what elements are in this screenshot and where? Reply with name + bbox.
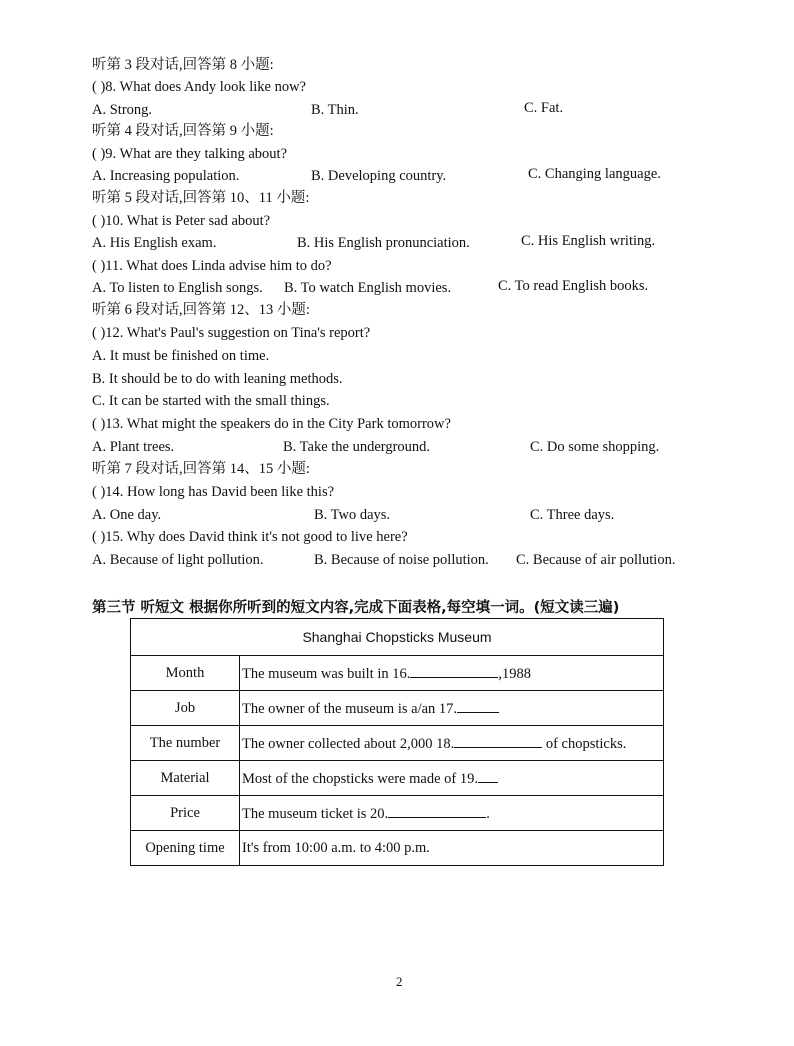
row-label-number: The number bbox=[131, 726, 240, 761]
section-3-instructions: 第三节 听短文 根据你所听到的短文内容,完成下面表格,每空填一词。(短文读三遍) bbox=[92, 600, 620, 616]
row-content-month bbox=[240, 656, 664, 691]
q14-option-a: A. One day. bbox=[92, 507, 162, 523]
q12-option-b: B. It should be to do with leaning methods. bbox=[92, 371, 343, 387]
q9-option-a: A. Increasing population. bbox=[92, 168, 240, 184]
answer-blank-19[interactable] bbox=[478, 769, 498, 783]
q8-option-c: C. Fat. bbox=[524, 100, 564, 116]
table-title-row bbox=[131, 619, 664, 656]
question-13: ( )13. What might the speakers do in the City Park tomorrow? bbox=[92, 416, 451, 432]
answer-blank-17[interactable] bbox=[457, 699, 499, 713]
q12-option-c: C. It can be started with the small things. bbox=[92, 393, 330, 409]
row-text-post: of chopsticks. bbox=[542, 735, 627, 752]
q8-option-b: B. Thin. bbox=[311, 102, 359, 118]
question-9: ( )9. What are they talking about? bbox=[92, 146, 288, 162]
table-title: Shanghai Chopsticks Museum bbox=[131, 619, 664, 656]
table-row bbox=[131, 726, 664, 761]
table-row bbox=[131, 831, 664, 866]
q10-option-a: A. His English exam. bbox=[92, 235, 217, 251]
heading-dialogue-3: 听第 3 段对话,回答第 8 小题: bbox=[92, 57, 274, 73]
page-number: 2 bbox=[396, 974, 403, 989]
question-14: ( )14. How long has David been like this? bbox=[92, 484, 335, 500]
row-label-month: Month bbox=[131, 656, 240, 691]
row-text: The museum ticket is 20. bbox=[242, 805, 389, 822]
row-text: The owner collected about 2,000 18. bbox=[242, 735, 455, 752]
q10-option-b: B. His English pronunciation. bbox=[297, 235, 470, 251]
question-8: ( )8. What does Andy look like now? bbox=[92, 79, 306, 95]
row-text: The owner of the museum is a/an 17. bbox=[242, 700, 458, 717]
row-label-opening-time: Opening time bbox=[131, 831, 240, 866]
q14-option-b: B. Two days. bbox=[314, 507, 391, 523]
q15-option-c: C. Because of air pollution. bbox=[516, 552, 676, 568]
q13-option-b: B. Take the underground. bbox=[283, 439, 431, 455]
q15-option-a: A. Because of light pollution. bbox=[92, 552, 264, 568]
museum-table bbox=[130, 618, 664, 866]
row-content-number bbox=[240, 726, 664, 761]
question-15: ( )15. Why does David think it's not good to live here? bbox=[92, 529, 408, 545]
table-row bbox=[131, 796, 664, 831]
q14-option-c: C. Three days. bbox=[530, 507, 615, 523]
q12-option-a: A. It must be finished on time. bbox=[92, 348, 270, 364]
answer-blank-18[interactable] bbox=[454, 734, 542, 748]
question-11: ( )11. What does Linda advise him to do? bbox=[92, 258, 332, 274]
q13-option-c: C. Do some shopping. bbox=[530, 439, 660, 455]
row-content-price bbox=[240, 796, 664, 831]
question-12: ( )12. What's Paul's suggestion on Tina's report? bbox=[92, 325, 371, 341]
heading-dialogue-6: 听第 6 段对话,回答第 12、13 小题: bbox=[92, 302, 310, 318]
q9-option-b: B. Developing country. bbox=[311, 168, 447, 184]
row-content-job bbox=[240, 691, 664, 726]
q11-option-c: C. To read English books. bbox=[498, 278, 649, 294]
q11-option-a: A. To listen to English songs. bbox=[92, 280, 263, 296]
row-text: Most of the chopsticks were made of 19. bbox=[242, 770, 478, 787]
q13-option-a: A. Plant trees. bbox=[92, 439, 175, 455]
q9-option-c: C. Changing language. bbox=[528, 166, 661, 182]
q15-option-b: B. Because of noise pollution. bbox=[314, 552, 489, 568]
row-content-opening-time: It's from 10:00 a.m. to 4:00 p.m. bbox=[240, 831, 664, 866]
answer-blank-20[interactable] bbox=[388, 804, 486, 818]
heading-dialogue-7: 听第 7 段对话,回答第 14、15 小题: bbox=[92, 461, 310, 477]
row-label-job: Job bbox=[131, 691, 240, 726]
row-label-material: Material bbox=[131, 761, 240, 796]
table-row bbox=[131, 656, 664, 691]
row-label-price: Price bbox=[131, 796, 240, 831]
answer-blank-16[interactable] bbox=[410, 664, 498, 678]
row-text: The museum was built in 16. bbox=[242, 665, 411, 682]
row-text-post: . bbox=[486, 805, 490, 822]
q8-option-a: A. Strong. bbox=[92, 102, 153, 118]
q10-option-c: C. His English writing. bbox=[521, 233, 656, 249]
table-row bbox=[131, 691, 664, 726]
heading-dialogue-4: 听第 4 段对话,回答第 9 小题: bbox=[92, 123, 274, 139]
table-row bbox=[131, 761, 664, 796]
q11-option-b: B. To watch English movies. bbox=[284, 280, 452, 296]
row-text-post: ,1988 bbox=[498, 665, 531, 682]
row-content-material bbox=[240, 761, 664, 796]
heading-dialogue-5: 听第 5 段对话,回答第 10、11 小题: bbox=[92, 190, 310, 206]
question-10: ( )10. What is Peter sad about? bbox=[92, 213, 271, 229]
